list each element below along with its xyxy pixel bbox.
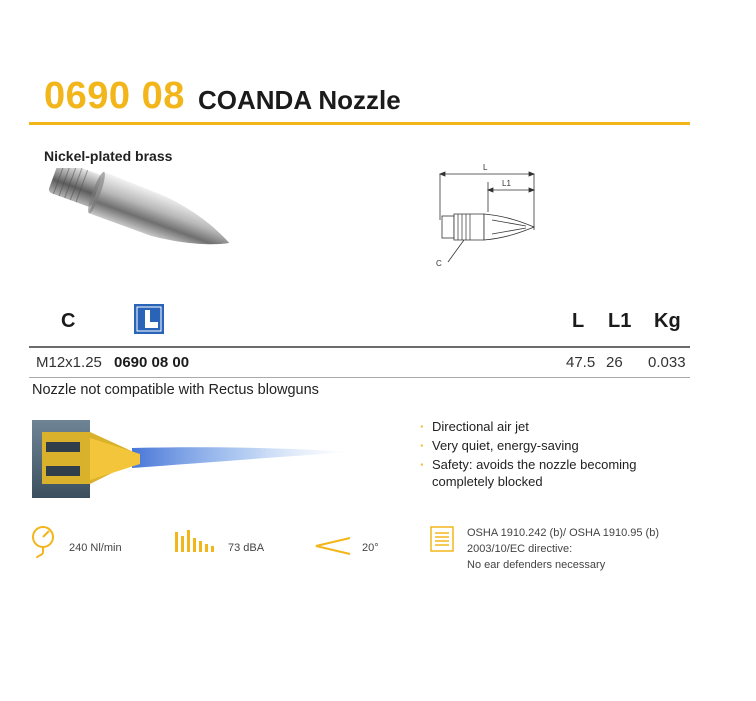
dim-label-l1: L1 [502, 179, 511, 188]
product-name: COANDA Nozzle [198, 85, 401, 115]
flow-rate: 240 Nl/min [69, 542, 122, 554]
standards-line: OSHA 1910.242 (b)/ OSHA 1910.95 (b) [467, 527, 660, 539]
cell-l: 47.5 [566, 354, 596, 371]
gauge-icon [30, 524, 60, 560]
header-rule [29, 122, 690, 125]
table-header-rule [29, 346, 690, 348]
column-header-l1: L1 [608, 310, 632, 332]
noise-level: 73 dBA [228, 542, 265, 554]
standards-line: No ear defenders necessary [467, 559, 606, 571]
bullet-icon: · [420, 419, 425, 434]
cell-thread: M12x1.25 [36, 354, 102, 371]
dim-label-l: L [483, 163, 488, 172]
feature-item [420, 437, 700, 454]
jet-angle: 20° [362, 542, 379, 554]
bullet-icon: · [420, 457, 425, 472]
feature-text: Directional air jet [432, 419, 529, 434]
cell-reference: 0690 08 00 [114, 354, 190, 371]
feature-text: Safety: avoids the nozzle becoming completely blocked [432, 457, 637, 489]
bullet-icon: · [420, 438, 425, 453]
table-bottom-rule [29, 377, 690, 378]
feature-text: Very quiet, energy-saving [432, 438, 579, 453]
cell-kg: 0.033 [648, 354, 686, 371]
standards-text [467, 525, 659, 573]
compatibility-note: Nozzle not compatible with Rectus blowguns [32, 382, 319, 398]
dim-label-c: C [436, 259, 442, 268]
nozzle-photo [38, 168, 238, 258]
sound-bars-icon [174, 530, 216, 552]
air-jet-illustration [32, 418, 352, 500]
cell-l1: 26 [606, 354, 623, 371]
feature-list [420, 418, 700, 492]
standards-line: 2003/10/EC directive: [467, 543, 573, 555]
column-header-kg: Kg [654, 310, 681, 332]
material-label: Nickel-plated brass [44, 148, 173, 164]
angle-icon [314, 536, 354, 556]
catalog-logo-icon [134, 304, 164, 334]
product-code: 0690 08 [44, 75, 185, 117]
feature-item [420, 456, 700, 490]
column-header-l: L [572, 310, 585, 332]
column-header-c: C [61, 310, 76, 332]
technical-drawing [426, 160, 546, 270]
feature-item [420, 418, 700, 435]
document-icon [430, 526, 454, 552]
